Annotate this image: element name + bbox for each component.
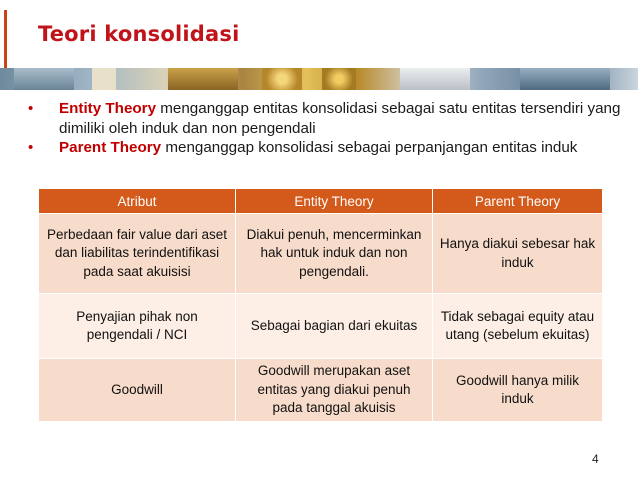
comparison-table xyxy=(38,188,603,422)
table-cell: Perbedaan fair value dari aset dan liabilitas terindentifikasi pada saat akuisisi xyxy=(39,214,236,294)
slide-title: Teori konsolidasi xyxy=(38,22,240,46)
bullet-marker: • xyxy=(28,139,34,156)
table-row xyxy=(39,294,603,359)
bullet-marker: • xyxy=(28,100,34,117)
table-cell: Tidak sebagai equity atau utang (sebelum ekuitas) xyxy=(433,294,603,359)
header-entity-theory: Entity Theory xyxy=(236,189,433,214)
table-header-row xyxy=(39,189,603,214)
bullet-text: menganggap konsolidasi sebagai perpanjangan entitas induk xyxy=(161,139,578,156)
bullet-entity-theory xyxy=(28,99,628,138)
table-cell: Hanya diakui sebesar hak induk xyxy=(433,214,603,294)
table-cell: Sebagai bagian dari ekuitas xyxy=(236,294,433,359)
bullet-parent-theory xyxy=(28,138,628,158)
header-parent-theory: Parent Theory xyxy=(433,189,603,214)
table-row xyxy=(39,359,603,422)
bullet-term: Parent Theory xyxy=(59,139,162,156)
table-row xyxy=(39,214,603,294)
table-cell: Diakui penuh, mencerminkan hak untuk induk dan non pengendali. xyxy=(236,214,433,294)
bullet-text: menganggap entitas konsolidasi sebagai satu entitas tersendiri yang dimiliki oleh induk dan non pengendali xyxy=(59,100,621,137)
table-cell: Goodwill hanya milik induk xyxy=(433,359,603,422)
table-cell: Goodwill merupakan aset entitas yang diakui penuh pada tanggal akuisis xyxy=(236,359,433,422)
header-atribut: Atribut xyxy=(39,189,236,214)
decorative-banner-image xyxy=(0,68,638,90)
left-accent-bar xyxy=(4,10,7,68)
table-cell: Goodwill xyxy=(39,359,236,422)
page-number: 4 xyxy=(592,452,599,466)
bullet-list xyxy=(28,99,628,158)
bullet-term: Entity Theory xyxy=(59,100,157,117)
table-cell: Penyajian pihak non pengendali / NCI xyxy=(39,294,236,359)
